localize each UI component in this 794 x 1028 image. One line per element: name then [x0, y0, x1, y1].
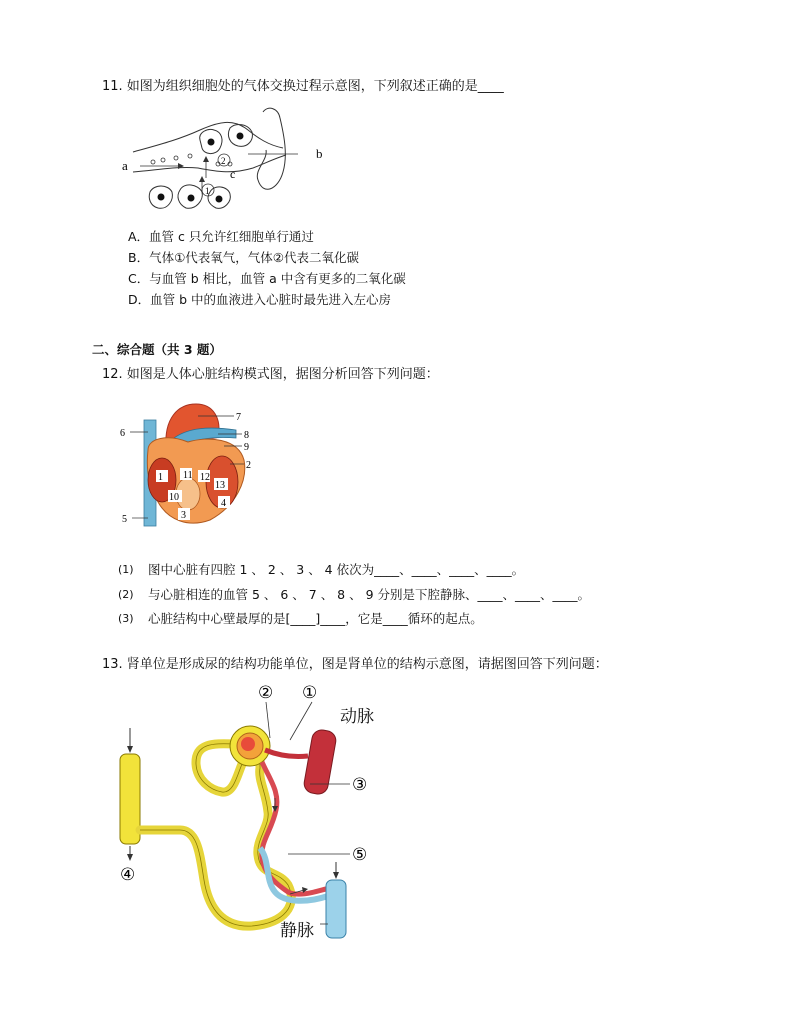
label-a: a	[122, 158, 128, 173]
q12-sub1-num: (1)	[118, 563, 134, 576]
heart-label-11: 11	[183, 470, 193, 481]
q11-option-c: C．与血管 b 相比，血管 a 中含有更多的二氧化碳	[128, 271, 406, 286]
q12-heart-figure	[118, 398, 268, 530]
nephron-label-3: ③	[352, 775, 368, 794]
artery-label: 动脉	[340, 707, 374, 727]
q12-sub3-num: (3)	[118, 612, 134, 625]
heart-label-9: 9	[244, 442, 249, 453]
q11-option-d: D．血管 b 中的血液进入心脏时最先进入左心房	[128, 292, 392, 307]
nephron-label-4: ④	[120, 865, 136, 884]
q11-gas-exchange-figure	[118, 100, 298, 222]
heart-label-6: 6	[120, 428, 125, 439]
q13-stem: 13. 肾单位是形成尿的结构功能单位，图是肾单位的结构示意图，请据图回答下列问题：	[102, 657, 608, 672]
heart-label-2: 2	[246, 460, 251, 471]
section-title: 二、综合题（共 3 题）	[92, 342, 222, 357]
nephron-label-2: ②	[258, 683, 274, 702]
q12-sub3-text: 心脏结构中心壁最厚的是[____]____，它是____循环的起点。	[148, 611, 483, 626]
heart-label-10: 10	[169, 492, 179, 503]
label-gas1: 1	[205, 186, 210, 196]
heart-label-4: 4	[221, 498, 226, 509]
label-c: c	[230, 167, 236, 181]
label-gas2: 2	[221, 156, 226, 166]
heart-label-5: 5	[122, 514, 127, 525]
heart-label-13: 13	[215, 480, 225, 491]
vein-label: 静脉	[280, 921, 314, 941]
q12-sub2-text: 与心脏相连的血管 5 、 6 、 7 、 8 、 9 分别是下腔静脉、____、____、____。	[148, 587, 590, 602]
q11-option-b: B．气体①代表氧气，气体②代表二氧化碳	[128, 250, 359, 265]
heart-label-1: 1	[158, 472, 163, 483]
heart-label-12: 12	[200, 472, 210, 483]
heart-label-3: 3	[181, 510, 186, 521]
nephron-label-1: ①	[302, 683, 318, 702]
nephron-label-5: ⑤	[352, 845, 368, 864]
q12-sub2-num: (2)	[118, 588, 134, 601]
heart-label-7: 7	[236, 412, 241, 423]
heart-label-8: 8	[244, 430, 249, 441]
label-b: b	[316, 146, 323, 161]
q12-sub1-text: 图中心脏有四腔 1 、 2 、 3 、 4 依次为____、____、____、____。	[148, 562, 525, 577]
q11-stem: 11. 如图为组织细胞处的气体交换过程示意图，下列叙述正确的是____	[102, 79, 504, 94]
q12-stem: 12. 如图是人体心脏结构模式图，据图分析回答下列问题：	[102, 367, 439, 382]
q11-option-a: A．血管 c 只允许红细胞单行通过	[128, 229, 314, 244]
